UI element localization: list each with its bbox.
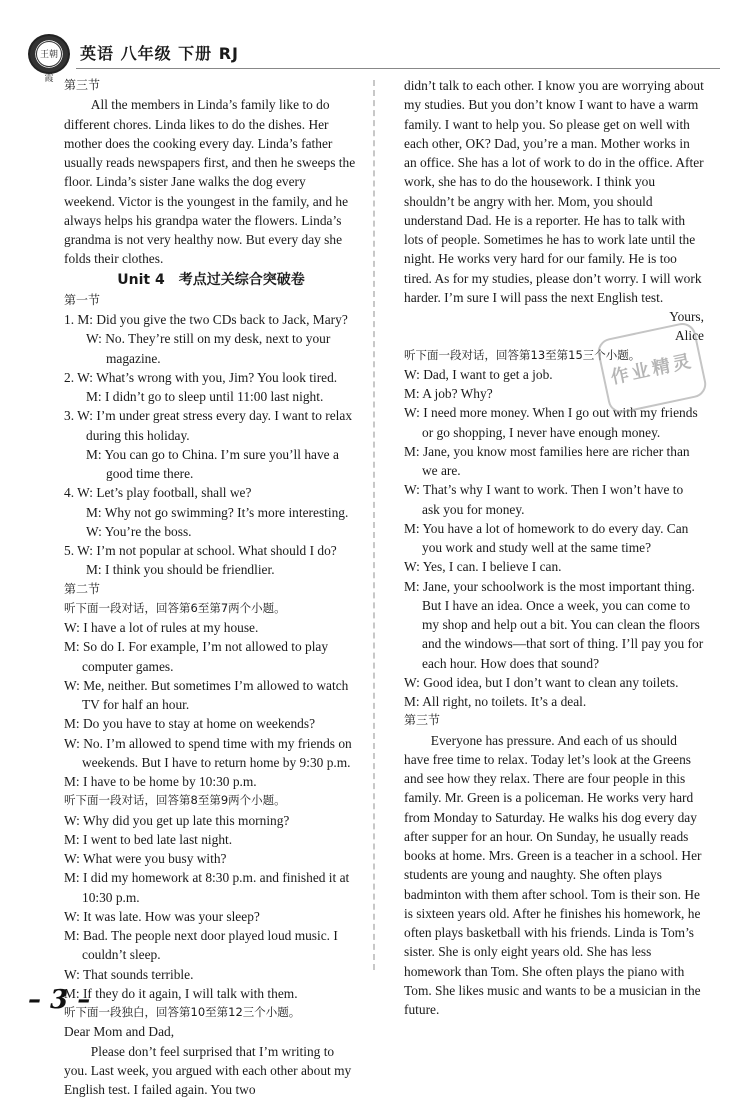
section-heading: 第三节 [404, 711, 704, 730]
dialogue-line: M: Jane, your schoolwork is the most important thing. But I have an idea. Once a week, you can come to my shop and help out a bit. You can clean the floors and the windows—that sort of thing. I’ll pay you for each hour. How does that sound? [404, 577, 704, 673]
passage-greens: Everyone has pressure. And each of us should have free time to relax. Today let’s look at the Greens and see how they relax. There are four people in this family. Mr. Green is a policeman. He works very hard from Monday to Saturday. He walks his dog every day after supper for an hour. On Sunday, he usually reads books at home. Mrs. Green is a teacher in a school. Her students are young and naughty. She often plays badminton with them after school. Tom is their son. He is sixteen years old. After he finishes his homework, he often plays basketball with his friends. Linda is Tom’s sister. She is only eight years old. She has less homework than Tom. She often plays the piano with Tom. She likes music and wants to be a musician in the future. [404, 731, 704, 1020]
letter-signature: Alice [404, 326, 704, 345]
right-column [404, 76, 704, 1019]
publisher-logo-icon [28, 34, 70, 74]
instruction: 听下面一段对话，回答第13至第15三个小题。 [404, 346, 704, 365]
letter-salutation: Dear Mom and Dad, [64, 1022, 358, 1041]
question-2-reply: M: I didn’t go to sleep until 11:00 last night. [86, 387, 358, 406]
unit-title: Unit 4 考点过关综合突破卷 [64, 271, 358, 290]
instruction: 听下面一段对话，回答第8至第9两个小题。 [64, 791, 358, 810]
logo-text: 王朝霞 [36, 41, 62, 67]
dialogue-line: M: If they do it again, I will talk with them. [64, 984, 358, 1003]
dialogue-line: W: I have a lot of rules at my house. [64, 618, 358, 637]
left-column [64, 76, 358, 1099]
question-4: 4. W: Let’s play football, shall we? [64, 483, 358, 502]
dialogue-line: W: Why did you get up late this morning? [64, 811, 358, 830]
question-1: 1. M: Did you give the two CDs back to Jack, Mary? [64, 310, 358, 329]
dialogue-line: W: Good idea, but I don’t want to clean any toilets. [404, 673, 704, 692]
page-header [28, 34, 728, 74]
passage-chores: All the members in Linda’s family like to do different chores. Linda likes to do the dishes. Her mother does the cooking every day. Linda’s father usually reads newspapers first, and then he sweeps the floor. Linda’s sister Jane walks the dog every weekend. Victor is the youngest in the family, and he always helps his grandpa water the flowers. Linda’s grandma is not very healthy now. But every day she folds their clothes. [64, 95, 358, 268]
dialogue-line: W: Dad, I want to get a job. [404, 365, 704, 384]
dialogue-line: W: Me, neither. But sometimes I’m allowed to watch TV for half an hour. [64, 676, 358, 715]
dialogue-line: W: I need more money. When I go out with my friends or go shopping, I never have enough money. [404, 403, 704, 442]
dialogue-line: M: I went to bed late last night. [64, 830, 358, 849]
header-rule [76, 68, 720, 69]
section-heading: 第三节 [64, 76, 358, 95]
dialogue-line: W: That’s why I want to work. Then I won’t have to ask you for money. [404, 480, 704, 519]
page-number: – 3 – [28, 985, 90, 1015]
question-5-reply: M: I think you should be friendlier. [86, 560, 358, 579]
letter-body: Please don’t feel surprised that I’m writing to you. Last week, you argued with each other about my English test. I failed again. You two [64, 1042, 358, 1099]
instruction: 听下面一段独白，回答第10至第12三个小题。 [64, 1003, 358, 1022]
dialogue-line: M: So do I. For example, I’m not allowed to play computer games. [64, 637, 358, 676]
dialogue-line: W: That sounds terrible. [64, 965, 358, 984]
dialogue-line: M: I have to be home by 10:30 p.m. [64, 772, 358, 791]
question-1-reply: W: No. They’re still on my desk, next to your magazine. [86, 329, 358, 368]
dialogue-line: W: No. I’m allowed to spend time with my friends on weekends. But I have to return home by 9:30 p.m. [64, 734, 358, 773]
dialogue-line: M: You have a lot of homework to do every day. Can you work and study well at the same time? [404, 519, 704, 558]
column-divider [373, 80, 375, 970]
section-heading: 第一节 [64, 291, 358, 310]
dialogue-line: M: Do you have to stay at home on weekends? [64, 714, 358, 733]
instruction: 听下面一段对话，回答第6至第7两个小题。 [64, 599, 358, 618]
dialogue-line: W: Yes, I can. I believe I can. [404, 557, 704, 576]
question-2: 2. W: What’s wrong with you, Jim? You look tired. [64, 368, 358, 387]
letter-body: didn’t talk to each other. I know you are worrying about my studies. But you don’t know I want to have a warm family. I want to help you. So please get on well with each other, OK? Dad, you’re a man. Mother works in an office. She has a lot of work to do in the office. After work, she has to do the housework. I think you shouldn’t be angry with her. Mom, you should understand Dad. He is a reporter. He has to talk with lots of people. Sometimes he has to work late until the night. He works very hard for our family. He is too tired. As for my studies, please don’t worry. I will work harder. I’m sure I will pass the next English test. [404, 76, 704, 307]
book-title: 英语 八年级 下册 RJ [80, 41, 239, 64]
dialogue-line: W: It was late. How was your sleep? [64, 907, 358, 926]
dialogue-line: M: I did my homework at 8:30 p.m. and finished it at 10:30 p.m. [64, 868, 358, 907]
dialogue-line: M: Bad. The people next door played loud music. I couldn’t sleep. [64, 926, 358, 965]
question-4-reply: M: Why not go swimming? It’s more interesting. [86, 503, 358, 522]
dialogue-line: W: What were you busy with? [64, 849, 358, 868]
question-4-reply: W: You’re the boss. [86, 522, 358, 541]
question-3: 3. W: I’m under great stress every day. I want to relax during this holiday. [64, 406, 358, 445]
dialogue-line: M: Jane, you know most families here are richer than we are. [404, 442, 704, 481]
question-3-reply: M: You can go to China. I’m sure you’ll have a good time there. [86, 445, 358, 484]
stamp-text: 作业精灵 [608, 347, 696, 390]
section-heading: 第二节 [64, 580, 358, 599]
dialogue-line: M: A job? Why? [404, 384, 704, 403]
question-5: 5. W: I’m not popular at school. What should I do? [64, 541, 358, 560]
dialogue-line: M: All right, no toilets. It’s a deal. [404, 692, 704, 711]
letter-closing: Yours, [404, 307, 704, 326]
